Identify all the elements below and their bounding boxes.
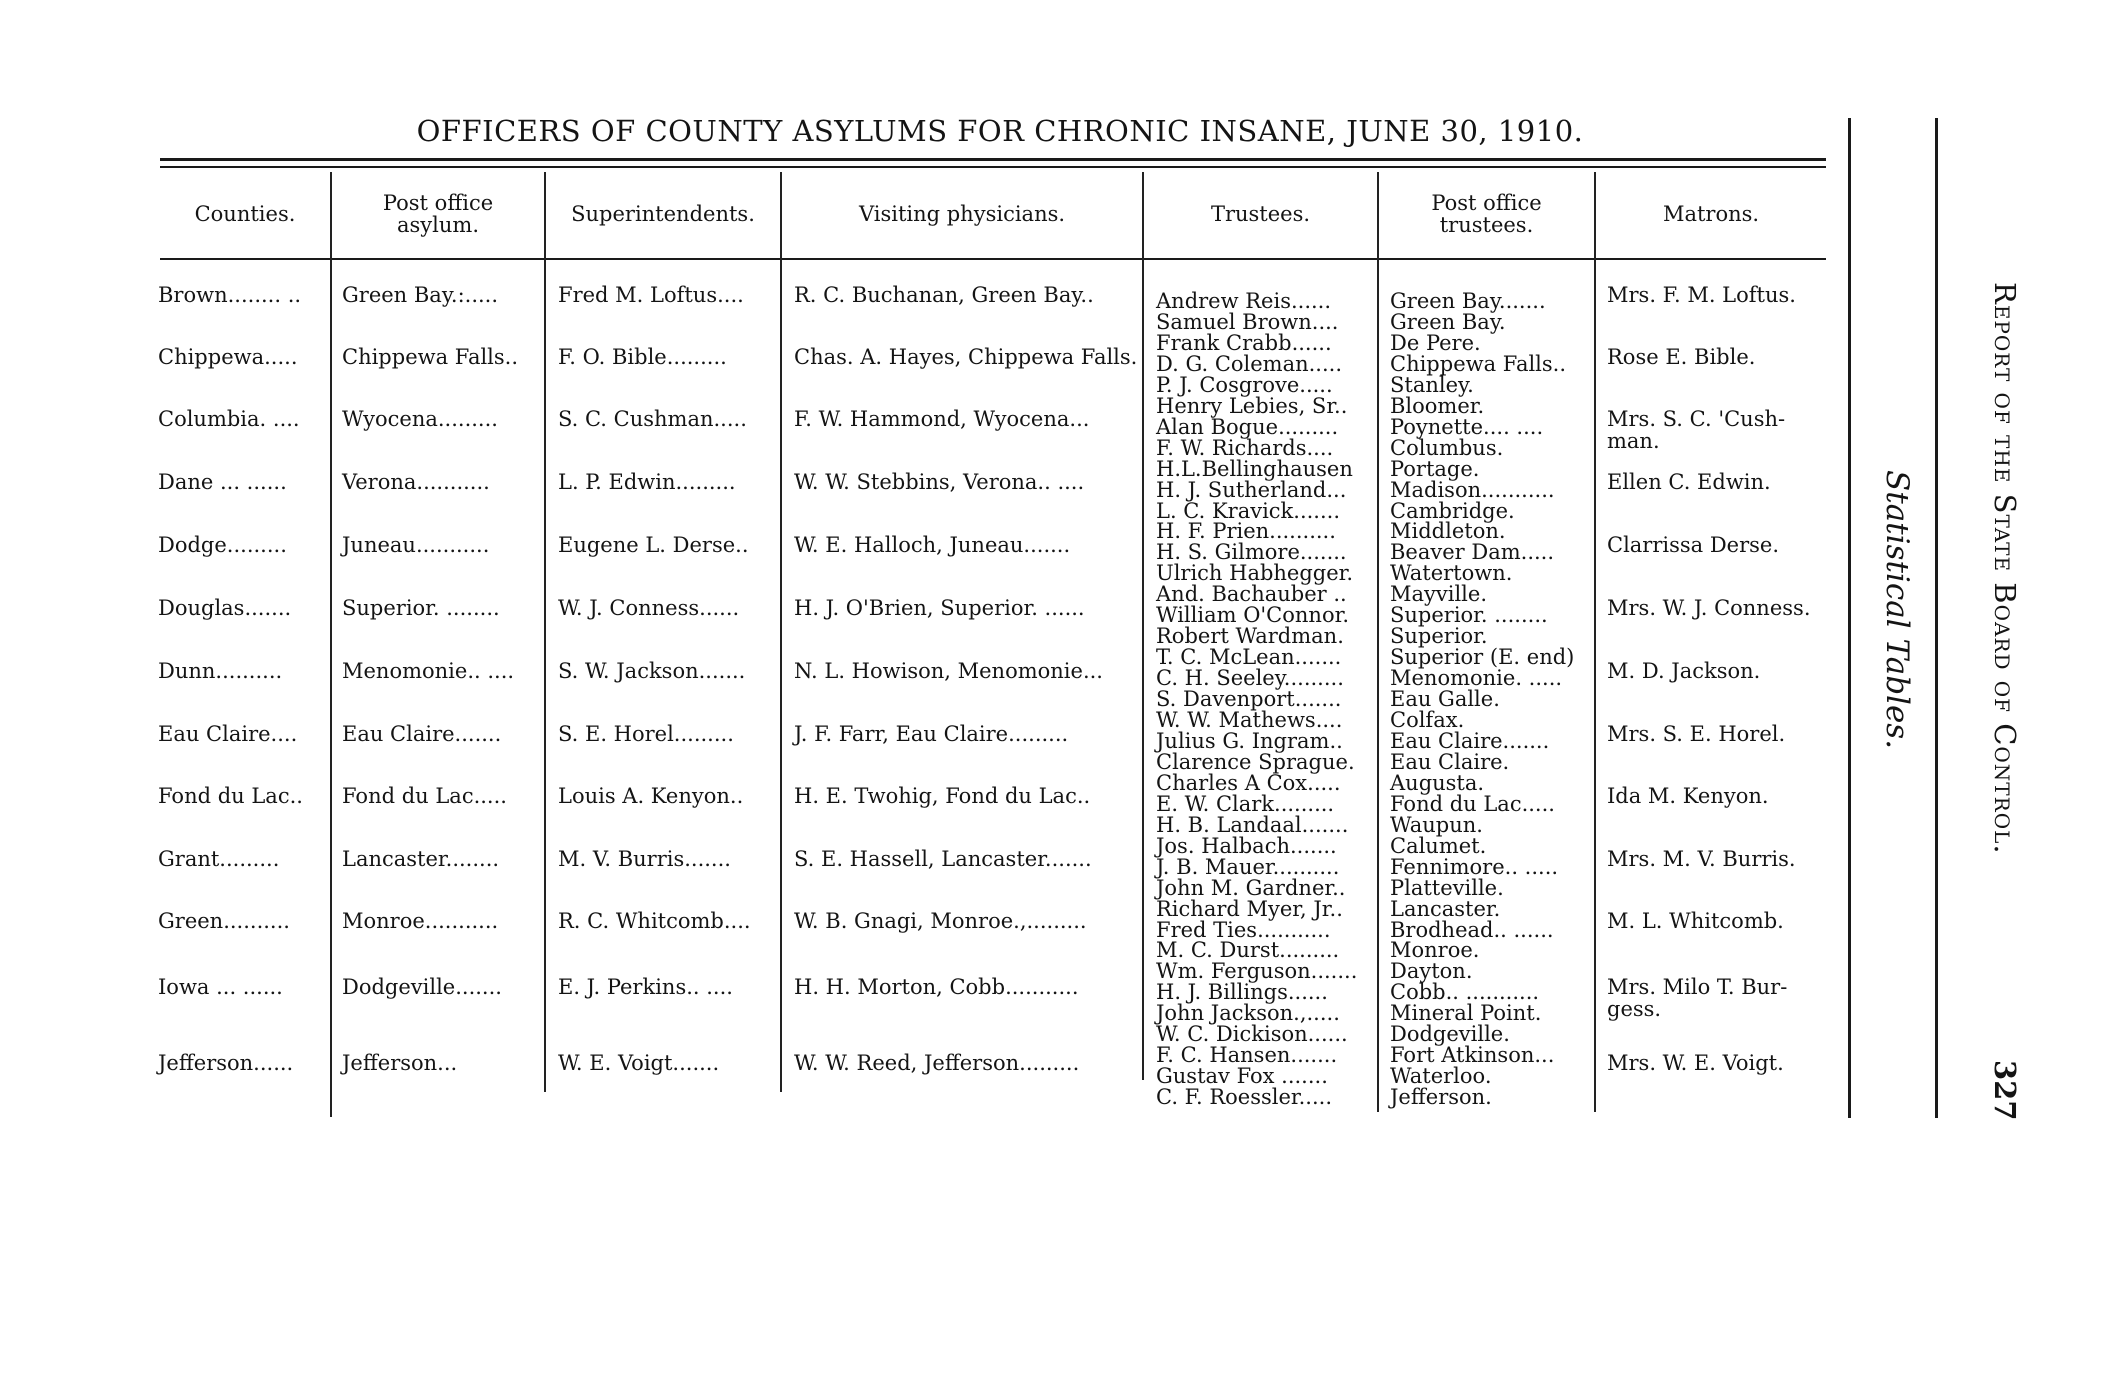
trustee-name: Julius G. Ingram.. [1156, 729, 1343, 753]
physician-cell: S. E. Hassell, Lancaster....... [794, 847, 1092, 871]
matron-cell: Mrs. Milo T. Bur- gess. [1607, 975, 1788, 1021]
trustee-post-office: Watertown. [1390, 561, 1513, 585]
post-office-cell: Menomonie.. .... [342, 659, 515, 683]
physician-cell: F. W. Hammond, Wyocena... [794, 407, 1090, 431]
page-number: 327 [1988, 1060, 2022, 1121]
trustee-name: Robert Wardman. [1156, 624, 1344, 648]
physician-cell: R. C. Buchanan, Green Bay.. [794, 283, 1094, 307]
right-rule [1848, 118, 1851, 1118]
trustee-post-office: Waterloo. [1390, 1064, 1492, 1088]
trustee-name: D. G. Coleman..... [1156, 352, 1343, 376]
post-office-cell: Chippewa Falls.. [342, 345, 519, 369]
matron-cell: M. L. Whitcomb. [1607, 909, 1784, 933]
trustee-name: John M. Gardner.. [1156, 876, 1346, 900]
trustee-post-office: Portage. [1390, 457, 1480, 481]
column-divider [1142, 172, 1144, 1080]
county-cell: Columbia. .... [158, 407, 300, 431]
matron-cell: Mrs. W. J. Conness. [1607, 596, 1811, 620]
trustee-name: C. H. Seeley......... [1156, 666, 1344, 690]
matron-cell: Rose E. Bible. [1607, 345, 1756, 369]
county-cell: Iowa ... ...... [158, 975, 283, 999]
trustee-name: William O'Connor. [1156, 603, 1349, 627]
trustee-post-office: Eau Claire. [1390, 750, 1510, 774]
matron-cell: Ida M. Kenyon. [1607, 784, 1769, 808]
page-title: OFFICERS OF COUNTY ASYLUMS FOR CHRONIC INSANE, JUNE 30, 1910. [416, 114, 1584, 148]
matron-cell: Mrs. M. V. Burris. [1607, 847, 1796, 871]
trustee-post-office: Green Bay....... [1390, 289, 1546, 313]
trustee-post-office: Bloomer. [1390, 394, 1485, 418]
trustee-name: W. W. Mathews.... [1156, 708, 1343, 732]
trustee-name: H. B. Landaal....... [1156, 813, 1349, 837]
physician-cell: H. H. Morton, Cobb........... [794, 975, 1079, 999]
county-cell: Eau Claire.... [158, 722, 298, 746]
trustee-post-office: Brodhead.. ...... [1390, 918, 1554, 942]
header-superintendents: Superintendents. [571, 202, 755, 226]
superintendent-cell: Eugene L. Derse.. [558, 533, 749, 557]
trustee-post-office: De Pere. [1390, 331, 1481, 355]
trustee-post-office: Waupun. [1390, 813, 1483, 837]
superintendent-cell: R. C. Whitcomb.... [558, 909, 751, 933]
trustee-name: F. W. Richards.... [1156, 436, 1334, 460]
header-trustees: Trustees. [1210, 202, 1311, 226]
post-office-cell: Green Bay.:..... [342, 283, 499, 307]
trustee-name: J. B. Mauer.......... [1156, 855, 1340, 879]
superintendent-cell: Louis A. Kenyon.. [558, 784, 744, 808]
post-office-cell: Eau Claire....... [342, 722, 502, 746]
trustee-name: S. Davenport....... [1156, 687, 1342, 711]
trustee-post-office: Eau Claire....... [1390, 729, 1550, 753]
trustee-name: Clarence Sprague. [1156, 750, 1355, 774]
trustee-post-office: Columbus. [1390, 436, 1504, 460]
matron-cell: Mrs. F. M. Loftus. [1607, 283, 1796, 307]
post-office-cell: Dodgeville....... [342, 975, 502, 999]
county-cell: Chippewa..... [158, 345, 298, 369]
trustee-name: Samuel Brown.... [1156, 310, 1339, 334]
superintendent-cell: S. W. Jackson....... [558, 659, 746, 683]
trustee-name: Gustav Fox ....... [1156, 1064, 1328, 1088]
trustee-post-office: Calumet. [1390, 834, 1487, 858]
county-cell: Grant......... [158, 847, 280, 871]
county-cell: Dane ... ...... [158, 470, 287, 494]
physician-cell: H. E. Twohig, Fond du Lac.. [794, 784, 1091, 808]
trustee-name: W. C. Dickison...... [1156, 1022, 1348, 1046]
header-rule [160, 258, 1826, 260]
superintendent-cell: F. O. Bible......... [558, 345, 727, 369]
trustee-name: M. C. Durst......... [1156, 938, 1340, 962]
trustee-name: T. C. McLean....... [1156, 645, 1342, 669]
header-post-office-trustees: Post office trustees. [1431, 191, 1542, 237]
post-office-cell: Jefferson... [342, 1051, 458, 1075]
header-post-office-asylum: Post office asylum. [382, 191, 494, 237]
superintendent-cell: S. E. Horel......... [558, 722, 734, 746]
physician-cell: H. J. O'Brien, Superior. ...... [794, 596, 1085, 620]
trustee-name: John Jackson.,..... [1156, 1001, 1340, 1025]
trustee-name: E. W. Clark......... [1156, 792, 1335, 816]
trustee-post-office: Cobb.. ........... [1390, 980, 1540, 1004]
trustee-post-office: Monroe. [1390, 938, 1480, 962]
county-cell: Jefferson...... [158, 1051, 294, 1075]
trustee-post-office: Mayville. [1390, 582, 1488, 606]
trustee-name: Richard Myer, Jr.. [1156, 897, 1343, 921]
county-cell: Green.......... [158, 909, 290, 933]
trustee-post-office: Dayton. [1390, 959, 1473, 983]
trustee-name: Frank Crabb...... [1156, 331, 1332, 355]
matron-cell: Ellen C. Edwin. [1607, 470, 1771, 494]
trustee-name: Wm. Ferguson....... [1156, 959, 1358, 983]
post-office-cell: Verona........... [342, 470, 490, 494]
physician-cell: W. W. Stebbins, Verona.. .... [794, 470, 1085, 494]
trustee-post-office: Middleton. [1390, 519, 1506, 543]
post-office-cell: Wyocena......... [342, 407, 498, 431]
trustee-name: H. J. Billings...... [1156, 980, 1328, 1004]
matron-cell: Mrs. S. E. Horel. [1607, 722, 1786, 746]
matron-cell: Clarrissa Derse. [1607, 533, 1780, 557]
right-rule [1935, 118, 1938, 1118]
physician-cell: W. W. Reed, Jefferson......... [794, 1051, 1080, 1075]
trustee-post-office: Jefferson. [1390, 1085, 1492, 1109]
matron-cell: Mrs. S. C. 'Cush- man. [1607, 407, 1786, 453]
trustee-post-office: Superior (E. end) [1390, 645, 1575, 669]
county-cell: Dunn.......... [158, 659, 283, 683]
trustee-name: L. C. Kravick....... [1156, 499, 1341, 523]
trustee-post-office: Cambridge. [1390, 499, 1515, 523]
trustee-name: Charles A Cox..... [1156, 771, 1341, 795]
trustee-name: H. S. Gilmore....... [1156, 540, 1347, 564]
header-visiting-physicians: Visiting physicians. [858, 202, 1066, 226]
trustee-post-office: Stanley. [1390, 373, 1474, 397]
side-report-title: Report of the State Board of Control. [1988, 282, 2022, 855]
header-counties: Counties. [194, 202, 296, 226]
side-caption: Statistical Tables. [1879, 470, 1915, 750]
physician-cell: Chas. A. Hayes, Chippewa Falls. [794, 345, 1138, 369]
trustee-post-office: Poynette.... .... [1390, 415, 1544, 439]
physician-cell: W. B. Gnagi, Monroe.,......... [794, 909, 1087, 933]
trustee-name: P. J. Cosgrove..... [1156, 373, 1333, 397]
trustee-name: C. F. Roessler..... [1156, 1085, 1333, 1109]
column-divider [1594, 172, 1596, 1112]
column-divider [1377, 172, 1379, 1112]
trustee-post-office: Fort Atkinson... [1390, 1043, 1555, 1067]
header-matrons: Matrons. [1662, 202, 1760, 226]
column-divider [330, 172, 332, 1117]
county-cell: Fond du Lac.. [158, 784, 303, 808]
top-rule [160, 158, 1826, 161]
trustee-post-office: Superior. ........ [1390, 603, 1548, 627]
trustee-post-office: Chippewa Falls.. [1390, 352, 1567, 376]
trustee-name: Fred Ties........... [1156, 918, 1331, 942]
trustee-name: Alan Bogue......... [1156, 415, 1339, 439]
post-office-cell: Fond du Lac..... [342, 784, 507, 808]
trustee-name: Andrew Reis...... [1156, 289, 1332, 313]
matron-cell: Mrs. W. E. Voigt. [1607, 1051, 1784, 1075]
physician-cell: N. L. Howison, Menomonie... [794, 659, 1103, 683]
trustee-name: Henry Lebies, Sr.. [1156, 394, 1348, 418]
superintendent-cell: S. C. Cushman..... [558, 407, 747, 431]
trustee-name: H. F. Prien.......... [1156, 519, 1336, 543]
superintendent-cell: M. V. Burris....... [558, 847, 731, 871]
column-divider [544, 172, 546, 1092]
trustee-post-office: Platteville. [1390, 876, 1504, 900]
superintendent-cell: W. E. Voigt....... [558, 1051, 720, 1075]
column-divider [780, 172, 782, 1092]
trustee-post-office: Superior. [1390, 624, 1488, 648]
trustee-post-office: Beaver Dam..... [1390, 540, 1555, 564]
trustee-post-office: Colfax. [1390, 708, 1465, 732]
top-rule-thin [160, 166, 1826, 168]
county-cell: Dodge......... [158, 533, 287, 557]
county-cell: Douglas....... [158, 596, 292, 620]
trustee-name: H.L.Bellinghausen [1156, 457, 1353, 481]
post-office-cell: Juneau........... [342, 533, 490, 557]
matron-cell: M. D. Jackson. [1607, 659, 1761, 683]
physician-cell: W. E. Halloch, Juneau....... [794, 533, 1071, 557]
superintendent-cell: E. J. Perkins.. .... [558, 975, 733, 999]
county-cell: Brown........ .. [158, 283, 302, 307]
trustee-name: F. C. Hansen....... [1156, 1043, 1338, 1067]
trustee-name: Ulrich Habhegger. [1156, 561, 1354, 585]
trustee-post-office: Green Bay. [1390, 310, 1506, 334]
trustee-name: And. Bachauber .. [1156, 582, 1347, 606]
trustee-post-office: Eau Galle. [1390, 687, 1500, 711]
trustee-post-office: Fennimore.. ..... [1390, 855, 1559, 879]
trustee-name: Jos. Halbach....... [1156, 834, 1337, 858]
trustee-post-office: Fond du Lac..... [1390, 792, 1555, 816]
trustee-post-office: Dodgeville. [1390, 1022, 1510, 1046]
trustee-post-office: Madison........... [1390, 478, 1555, 502]
post-office-cell: Superior. ........ [342, 596, 500, 620]
trustee-post-office: Augusta. [1390, 771, 1485, 795]
superintendent-cell: W. J. Conness...... [558, 596, 740, 620]
post-office-cell: Lancaster........ [342, 847, 500, 871]
trustee-post-office: Menomonie. ..... [1390, 666, 1563, 690]
superintendent-cell: Fred M. Loftus.... [558, 283, 744, 307]
physician-cell: J. F. Farr, Eau Claire......... [794, 722, 1069, 746]
superintendent-cell: L. P. Edwin......... [558, 470, 736, 494]
trustee-post-office: Mineral Point. [1390, 1001, 1542, 1025]
trustee-post-office: Lancaster. [1390, 897, 1501, 921]
post-office-cell: Monroe........... [342, 909, 499, 933]
trustee-name: H. J. Sutherland... [1156, 478, 1347, 502]
